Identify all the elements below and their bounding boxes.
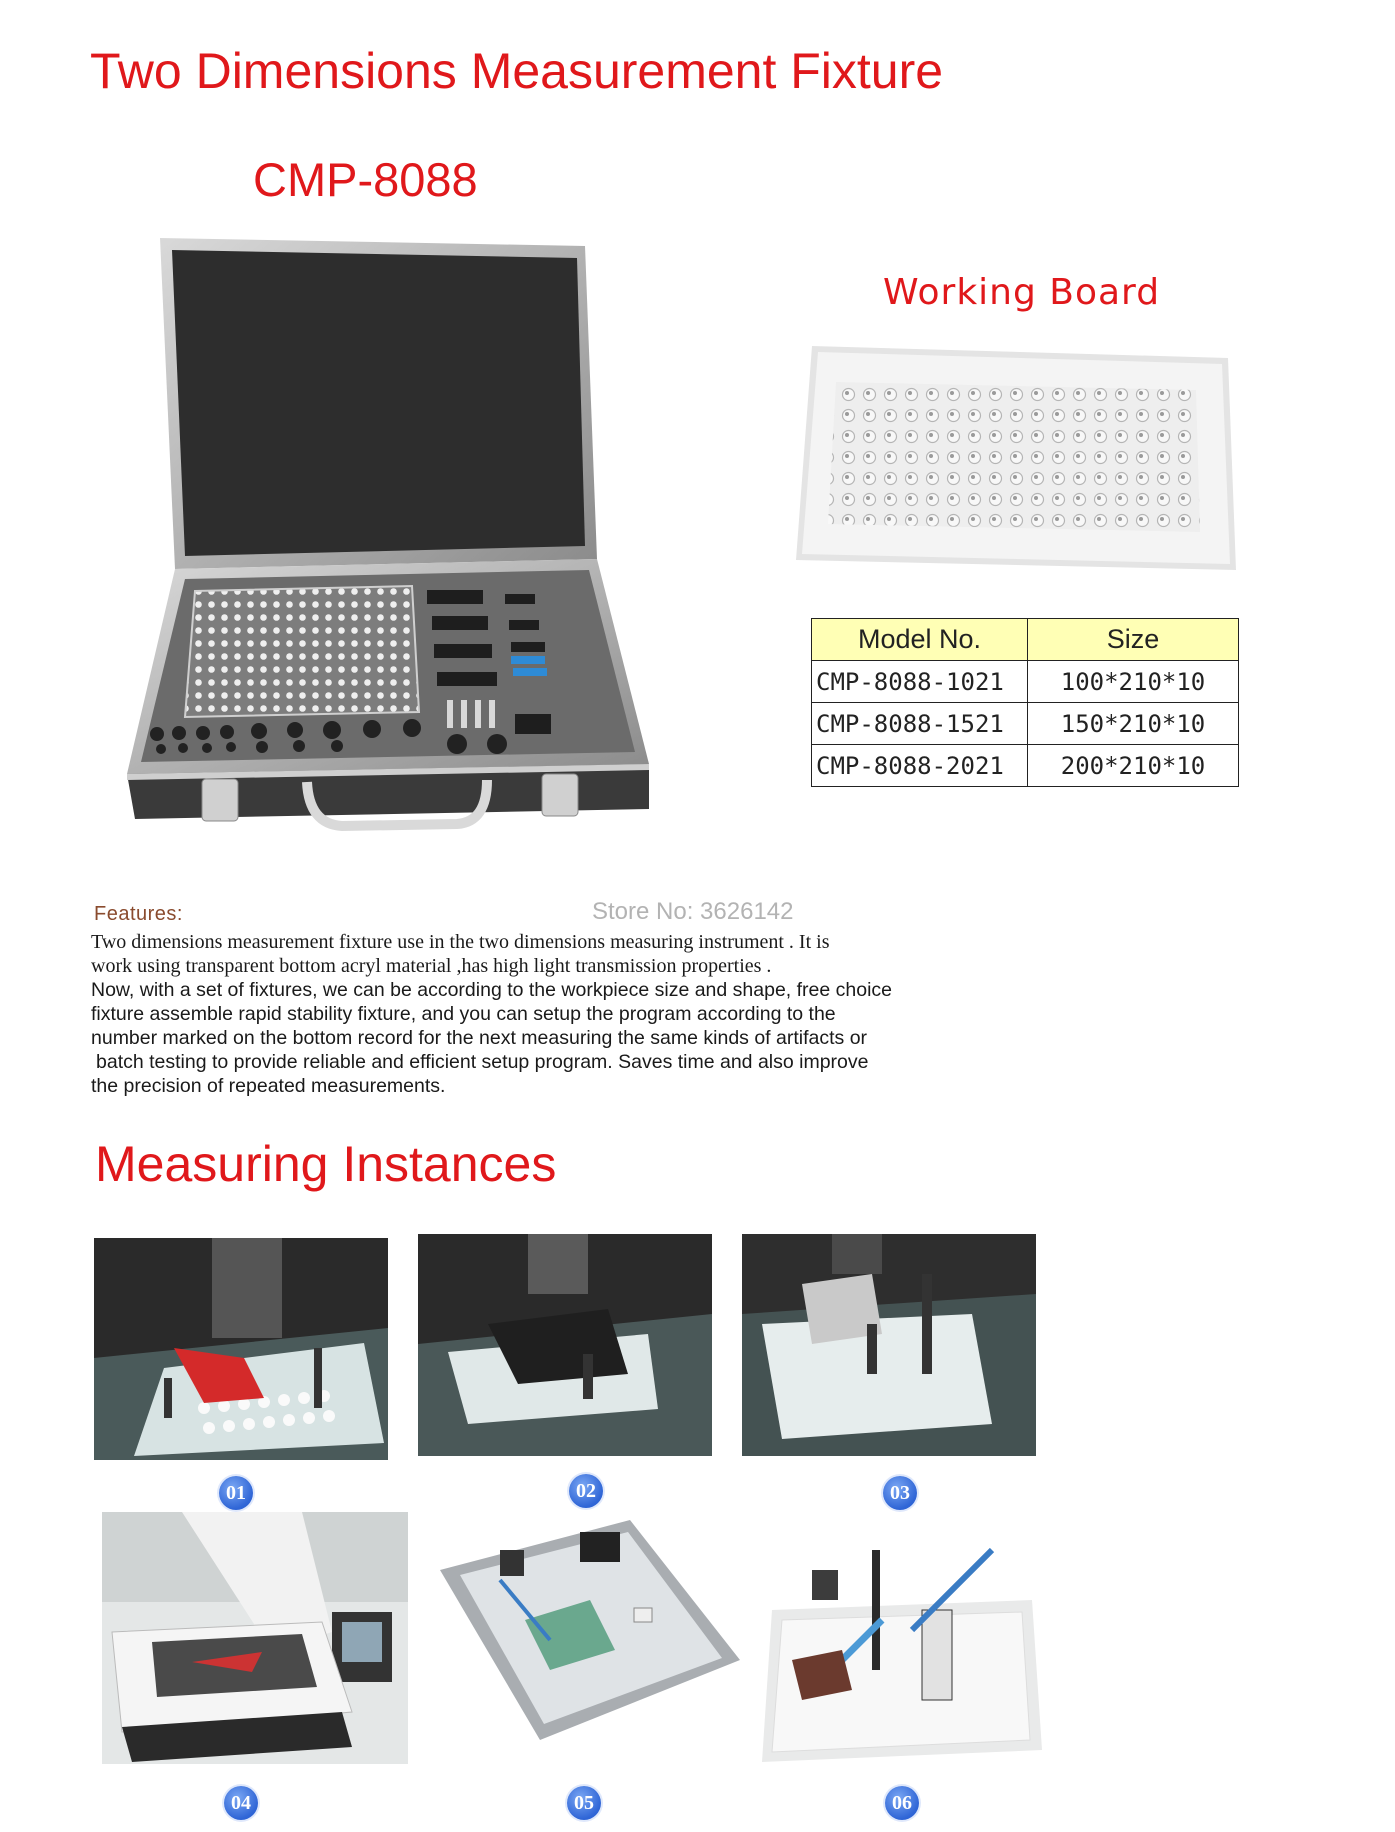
column-header-size: Size (1028, 619, 1239, 661)
size-cell: 200*210*10 (1028, 745, 1239, 787)
size-cell: 100*210*10 (1028, 661, 1239, 703)
spec-table (811, 618, 1239, 787)
measuring-instances-title: Measuring Instances (95, 1136, 557, 1192)
features-line: batch testing to provide reliable and efficient setup program. Saves time and also improve (96, 1051, 869, 1073)
instance-photo-03 (742, 1234, 1036, 1456)
table-header-row (812, 619, 1239, 661)
instance-badge-02: 02 (569, 1474, 603, 1508)
features-line: fixture assemble rapid stability fixture, and you can setup the program according to the (91, 1003, 836, 1025)
features-label: Features: (94, 903, 183, 925)
instance-photo-05 (430, 1510, 746, 1768)
features-line: the precision of repeated measurements. (91, 1075, 446, 1097)
instance-badge-04: 04 (224, 1786, 258, 1820)
table-row (812, 661, 1239, 703)
table-row (812, 703, 1239, 745)
page-title: Two Dimensions Measurement Fixture (90, 43, 944, 99)
instance-photo-02 (418, 1234, 712, 1456)
store-number: Store No: 3626142 (592, 898, 794, 925)
instance-badge-01: 01 (219, 1476, 253, 1510)
model-cell: CMP-8088-1021 (812, 661, 1028, 703)
model-cell: CMP-8088-2021 (812, 745, 1028, 787)
size-cell: 150*210*10 (1028, 703, 1239, 745)
column-header-model: Model No. (812, 619, 1028, 661)
features-line: number marked on the bottom record for the next measuring the same kinds of artifacts or (91, 1027, 868, 1049)
instance-photo-06 (752, 1530, 1048, 1762)
features-line: work using transparent bottom acryl material ,has high light transmission properties . (91, 955, 772, 977)
instance-badge-05: 05 (567, 1786, 601, 1820)
model-title: CMP-8088 (253, 153, 478, 206)
table-row (812, 745, 1239, 787)
instance-badge-06: 06 (885, 1786, 919, 1820)
instance-photo-01 (94, 1238, 388, 1460)
working-board-image (796, 342, 1236, 570)
instance-badge-03: 03 (883, 1476, 917, 1510)
working-board-title: Working Board (883, 272, 1161, 313)
model-cell: CMP-8088-1521 (812, 703, 1028, 745)
features-line: Two dimensions measurement fixture use in the two dimensions measuring instrument . It is (91, 931, 830, 953)
features-line: Now, with a set of fixtures, we can be according to the workpiece size and shape, free choice (91, 979, 893, 1001)
fixture-case-image (127, 234, 657, 846)
instance-photo-04 (102, 1512, 408, 1764)
